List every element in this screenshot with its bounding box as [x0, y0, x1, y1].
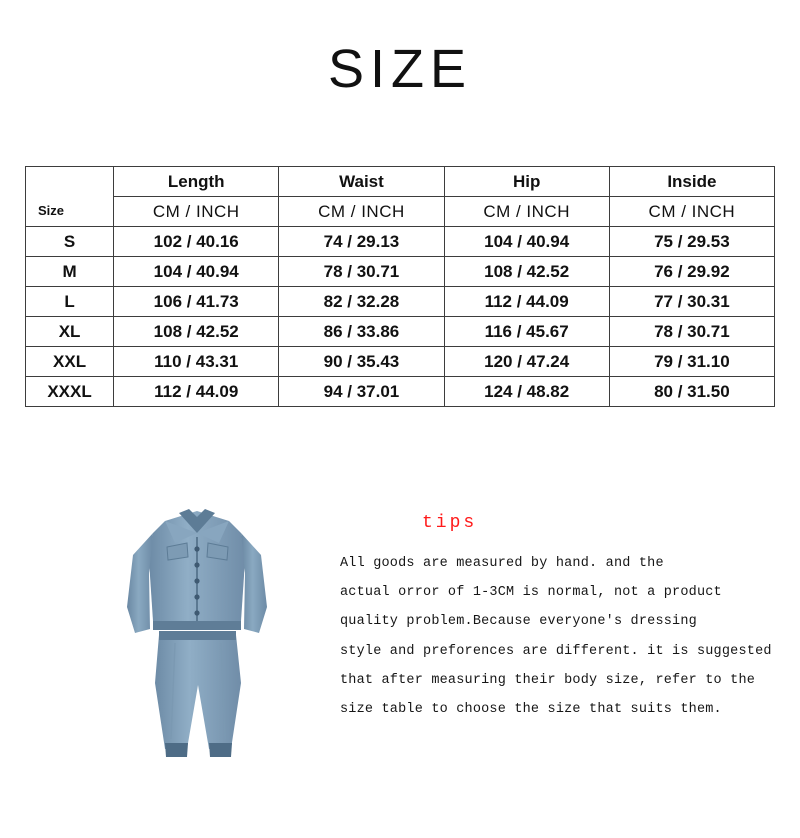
row-size-label: XXXL: [26, 377, 114, 407]
cell-waist: 82 / 32.28: [279, 287, 444, 317]
column-header-length: Length: [114, 167, 279, 197]
unit-header-hip: CM / INCH: [444, 197, 609, 227]
row-size-label: L: [26, 287, 114, 317]
cell-waist: 94 / 37.01: [279, 377, 444, 407]
table-header-row-groups: [26, 167, 775, 197]
cell-waist: 86 / 33.86: [279, 317, 444, 347]
cell-length: 108 / 42.52: [114, 317, 279, 347]
cell-inside: 76 / 29.92: [609, 257, 774, 287]
size-table: [25, 166, 775, 407]
size-chart: [25, 166, 775, 407]
cell-hip: 116 / 45.67: [444, 317, 609, 347]
tips-line: quality problem.Because everyone's dressing: [340, 614, 697, 630]
tips-line: that after measuring their body size, refer to the: [340, 672, 756, 688]
unit-header-waist: CM / INCH: [279, 197, 444, 227]
tips-line: size table to choose the size that suits them.: [340, 702, 722, 718]
row-size-label: XL: [26, 317, 114, 347]
row-size-label: M: [26, 257, 114, 287]
tips-body: [340, 555, 770, 719]
cell-waist: 90 / 35.43: [279, 347, 444, 377]
column-header-waist: Waist: [279, 167, 444, 197]
table-row: [26, 377, 775, 407]
cell-length: 106 / 41.73: [114, 287, 279, 317]
tips-heading: tips: [422, 513, 478, 533]
cell-waist: 74 / 29.13: [279, 227, 444, 257]
cell-hip: 112 / 44.09: [444, 287, 609, 317]
cell-waist: 78 / 30.71: [279, 257, 444, 287]
cell-length: 112 / 44.09: [114, 377, 279, 407]
tips-block: [340, 513, 770, 730]
cell-length: 104 / 40.94: [114, 257, 279, 287]
cell-inside: 77 / 30.31: [609, 287, 774, 317]
product-photo: [105, 503, 290, 768]
cell-inside: 80 / 31.50: [609, 377, 774, 407]
unit-header-length: CM / INCH: [114, 197, 279, 227]
tips-line: actual orror of 1-3CM is normal, not a product: [340, 585, 722, 601]
table-row: [26, 257, 775, 287]
cell-hip: 104 / 40.94: [444, 227, 609, 257]
cell-length: 102 / 40.16: [114, 227, 279, 257]
cell-inside: 79 / 31.10: [609, 347, 774, 377]
cell-hip: 108 / 42.52: [444, 257, 609, 287]
table-row: [26, 347, 775, 377]
column-header-inside: Inside: [609, 167, 774, 197]
cell-hip: 124 / 48.82: [444, 377, 609, 407]
table-header-row-units: [26, 197, 775, 227]
cell-length: 110 / 43.31: [114, 347, 279, 377]
cell-inside: 78 / 30.71: [609, 317, 774, 347]
table-row: [26, 227, 775, 257]
table-row: [26, 287, 775, 317]
cell-inside: 75 / 29.53: [609, 227, 774, 257]
tips-line: style and preforences are different. it is suggested: [340, 643, 772, 659]
unit-header-inside: CM / INCH: [609, 197, 774, 227]
table-row: [26, 317, 775, 347]
row-size-label: S: [26, 227, 114, 257]
column-header-hip: Hip: [444, 167, 609, 197]
page-title: SIZE: [327, 39, 473, 99]
bottom-section: [0, 493, 800, 793]
tips-line: All goods are measured by hand. and the: [340, 556, 664, 571]
cell-hip: 120 / 47.24: [444, 347, 609, 377]
corner-label: Size: [38, 203, 65, 218]
table-corner-cell: [26, 167, 114, 227]
row-size-label: XXL: [26, 347, 114, 377]
